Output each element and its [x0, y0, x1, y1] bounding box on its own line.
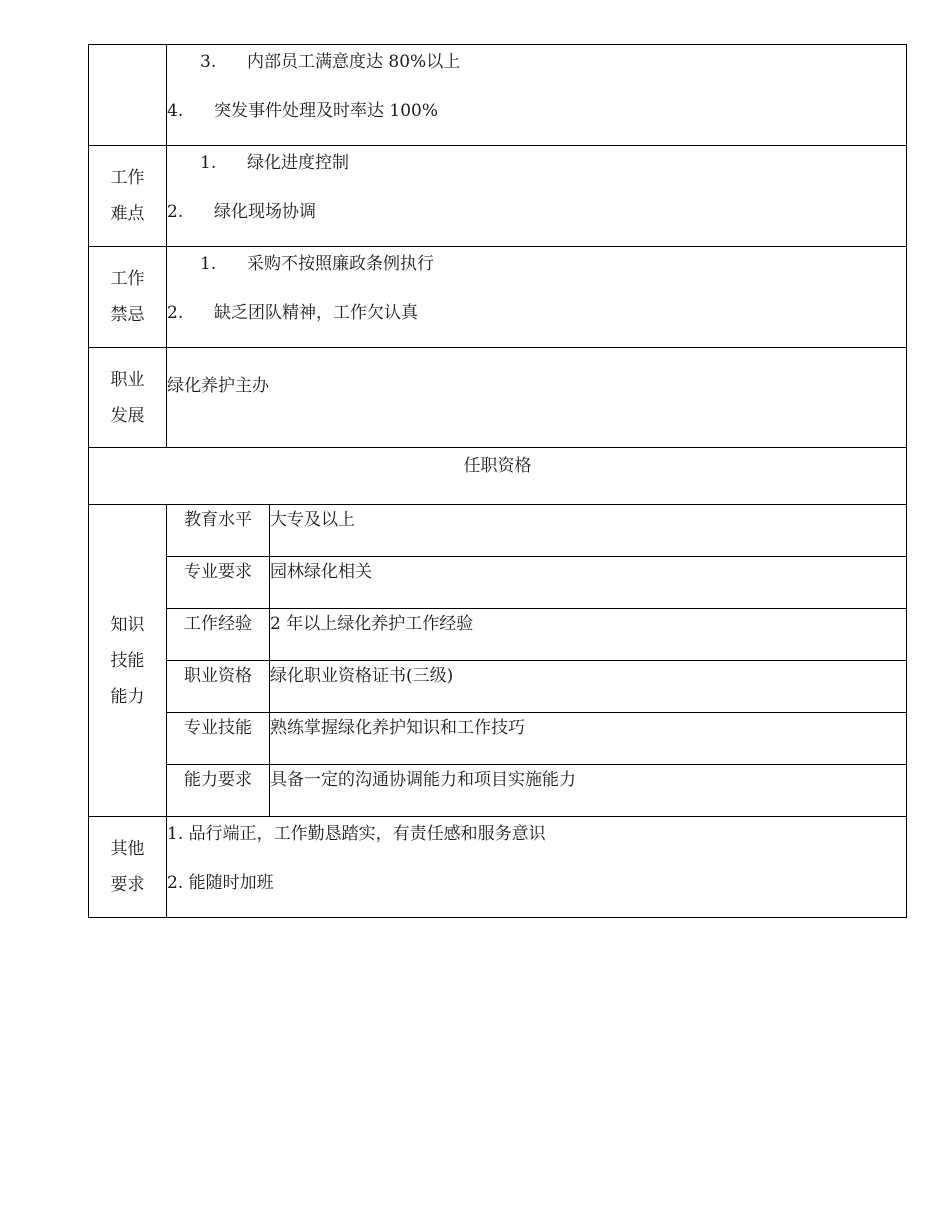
skill-key: 职业资格 [167, 661, 270, 713]
taboos-label [89, 247, 167, 348]
skills-row [89, 609, 907, 661]
kpi-item-text: 内部员工满意度达 80%以上 [247, 52, 461, 72]
taboo-item-num: 1. [200, 254, 217, 274]
difficulty-item [167, 195, 906, 244]
skills-label-line2: 技能 [110, 650, 145, 671]
difficulty-item-num: 1. [200, 153, 217, 173]
skills-row [89, 765, 907, 817]
kpi-label-cell [89, 45, 167, 146]
qualifications-title: 任职资格 [89, 448, 907, 505]
kpi-item-num: 4. [167, 101, 184, 121]
difficulty-item-text: 绿化进度控制 [247, 153, 349, 173]
skills-row [89, 661, 907, 713]
taboos-label-line2: 禁忌 [110, 305, 145, 325]
difficulties-content [167, 146, 907, 247]
skill-value: 2 年以上绿化养护工作经验 [270, 609, 907, 661]
taboos-label-line1: 工作 [110, 269, 145, 289]
skills-label-line1: 知识 [110, 614, 145, 635]
skill-key: 专业技能 [167, 713, 270, 765]
skill-value: 大专及以上 [270, 505, 907, 557]
kpi-row [89, 45, 907, 146]
skill-value: 熟练掌握绿化养护知识和工作技巧 [270, 713, 907, 765]
other-item: 2. 能随时加班 [167, 873, 274, 893]
taboo-item-text: 采购不按照廉政条例执行 [247, 254, 434, 274]
other-label-line1: 其他 [110, 839, 145, 859]
career-label-line2: 发展 [110, 405, 145, 426]
difficulties-label [89, 146, 167, 247]
difficulty-item-num: 2. [167, 202, 184, 222]
other-label [89, 817, 167, 918]
skill-value: 园林绿化相关 [270, 557, 907, 609]
difficulties-label-line1: 工作 [110, 168, 145, 188]
kpi-item-num: 3. [200, 52, 217, 72]
taboo-item [167, 296, 906, 345]
difficulties-row [89, 146, 907, 247]
difficulty-item-text: 绿化现场协调 [214, 202, 316, 222]
taboo-item-num: 2. [167, 303, 184, 323]
career-label-line1: 职业 [110, 369, 145, 390]
other-label-line2: 要求 [110, 875, 145, 895]
skill-key: 能力要求 [167, 765, 270, 817]
skill-value: 绿化职业资格证书(三级) [270, 661, 907, 713]
difficulties-label-line2: 难点 [110, 204, 145, 224]
career-label [89, 348, 167, 448]
kpi-item [167, 94, 906, 143]
skills-row [89, 557, 907, 609]
skill-key: 教育水平 [167, 505, 270, 557]
kpi-content [167, 45, 907, 146]
other-row [89, 817, 907, 918]
taboos-row [89, 247, 907, 348]
difficulty-item [167, 146, 906, 195]
other-content [167, 817, 907, 918]
career-value: 绿化养护主办 [167, 376, 269, 396]
other-item: 1. 品行端正，工作勤恳踏实，有责任感和服务意识 [167, 824, 546, 844]
career-row [89, 348, 907, 448]
skill-key: 专业要求 [167, 557, 270, 609]
taboo-item [167, 247, 906, 296]
skills-label [89, 505, 167, 817]
career-content [167, 348, 907, 448]
skills-label-line3: 能力 [110, 686, 145, 707]
taboos-content [167, 247, 907, 348]
qualifications-header-row [89, 448, 907, 505]
job-description-table [88, 44, 907, 918]
taboo-item-text: 缺乏团队精神，工作欠认真 [214, 303, 418, 323]
skill-value: 具备一定的沟通协调能力和项目实施能力 [270, 765, 907, 817]
kpi-item-text: 突发事件处理及时率达 100% [214, 101, 439, 121]
skills-row [89, 505, 907, 557]
kpi-item [167, 45, 906, 94]
skills-row [89, 713, 907, 765]
skill-key: 工作经验 [167, 609, 270, 661]
